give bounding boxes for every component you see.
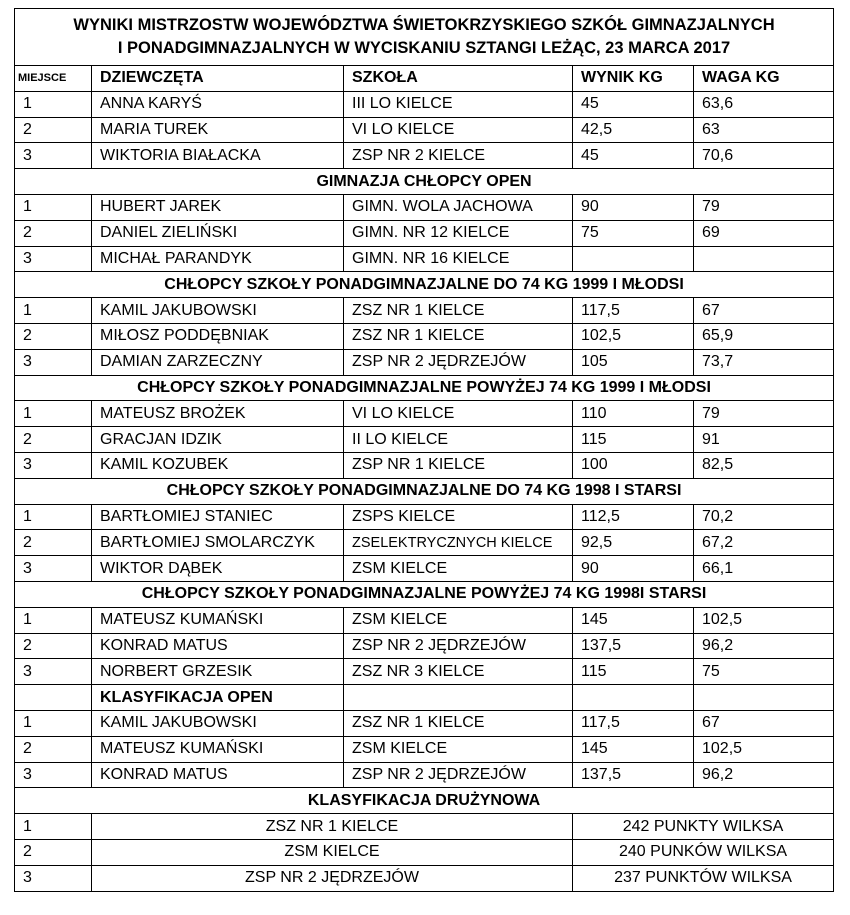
- place-cell: 1: [15, 710, 92, 736]
- girls-row: [15, 143, 834, 169]
- athlete-name-cell: WIKTOR DĄBEK: [92, 556, 344, 582]
- weight-cell: 70,2: [694, 504, 834, 530]
- result-cell: 45: [573, 143, 694, 169]
- result-column-header: WYNIK KG: [573, 66, 694, 92]
- result-cell: 145: [573, 607, 694, 633]
- school-cell: VI LO KIELCE: [344, 401, 573, 427]
- open-classification-row: [15, 762, 834, 788]
- section-header-row: [15, 581, 834, 607]
- team-points-cell: 240 PUNKÓW WILKSA: [573, 839, 834, 865]
- team-points-cell: 237 PUNKTÓW WILKSA: [573, 865, 834, 891]
- place-cell: 2: [15, 323, 92, 349]
- weight-cell: 63,6: [694, 91, 834, 117]
- athlete-name-cell: NORBERT GRZESIK: [92, 659, 344, 685]
- weight-cell: 96,2: [694, 762, 834, 788]
- weight-cell: 73,7: [694, 349, 834, 375]
- athlete-name-cell: DAMIAN ZARZECZNY: [92, 349, 344, 375]
- place-cell: 3: [15, 762, 92, 788]
- place-cell: 3: [15, 143, 92, 169]
- team-classification-title: KLASYFIKACJA DRUŻYNOWA: [15, 788, 834, 814]
- place-cell: 1: [15, 91, 92, 117]
- athlete-name-cell: KONRAD MATUS: [92, 762, 344, 788]
- girls-row: [15, 117, 834, 143]
- section-header-row: [15, 169, 834, 195]
- result-cell: 137,5: [573, 633, 694, 659]
- section-title-junior-high-boys: GIMNAZJA CHŁOPCY OPEN: [15, 169, 834, 195]
- school-cell: ZSM KIELCE: [344, 607, 573, 633]
- athlete-name-cell: MIŁOSZ PODDĘBNIAK: [92, 323, 344, 349]
- school-cell: ZSZ NR 1 KIELCE: [344, 710, 573, 736]
- weight-cell: 82,5: [694, 452, 834, 478]
- weight-cell: 67: [694, 710, 834, 736]
- school-cell: ZSPS KIELCE: [344, 504, 573, 530]
- athlete-name-cell: WIKTORIA BIAŁACKA: [92, 143, 344, 169]
- result-cell: 117,5: [573, 298, 694, 324]
- place-cell: 3: [15, 659, 92, 685]
- weight-cell: 63: [694, 117, 834, 143]
- result-cell: 137,5: [573, 762, 694, 788]
- section-header-row: [15, 788, 834, 814]
- place-cell: 3: [15, 452, 92, 478]
- weight-cell: 70,6: [694, 143, 834, 169]
- weight-cell: 102,5: [694, 607, 834, 633]
- result-row: [15, 556, 834, 582]
- athlete-name-cell: MICHAŁ PARANDYK: [92, 246, 344, 272]
- weight-column-header: WAGA KG: [694, 66, 834, 92]
- place-cell: 3: [15, 556, 92, 582]
- result-row: [15, 659, 834, 685]
- athlete-name-cell: DANIEL ZIELIŃSKI: [92, 220, 344, 246]
- place-cell: 1: [15, 298, 92, 324]
- place-cell: 2: [15, 736, 92, 762]
- school-cell: GIMN. NR 12 KIELCE: [344, 220, 573, 246]
- result-row: [15, 220, 834, 246]
- result-row: [15, 607, 834, 633]
- title-row: [15, 9, 834, 66]
- section-header-row: [15, 272, 834, 298]
- open-classification-row: [15, 710, 834, 736]
- result-row: [15, 452, 834, 478]
- result-cell: 92,5: [573, 530, 694, 556]
- weight-cell: 96,2: [694, 633, 834, 659]
- athlete-name-cell: MATEUSZ KUMAŃSKI: [92, 607, 344, 633]
- athlete-name-cell: BARTŁOMIEJ STANIEC: [92, 504, 344, 530]
- place-cell: 2: [15, 427, 92, 453]
- empty-cell: [15, 685, 92, 711]
- place-cell: 1: [15, 194, 92, 220]
- document-title: [15, 9, 834, 66]
- school-cell: ZSP NR 2 JĘDRZEJÓW: [344, 349, 573, 375]
- result-cell: 42,5: [573, 117, 694, 143]
- result-cell: 102,5: [573, 323, 694, 349]
- school-cell: ZSELEKTRYCZNYCH KIELCE: [344, 530, 573, 556]
- result-row: [15, 246, 834, 272]
- school-cell: ZSP NR 2 JĘDRZEJÓW: [344, 633, 573, 659]
- athlete-name-cell: BARTŁOMIEJ SMOLARCZYK: [92, 530, 344, 556]
- place-cell: 2: [15, 530, 92, 556]
- school-cell: ZSP NR 2 JĘDRZEJÓW: [344, 762, 573, 788]
- team-classification-row: [15, 814, 834, 840]
- result-cell: [573, 246, 694, 272]
- place-column-header: MIEJSCE: [15, 66, 92, 92]
- open-classification-header-row: [15, 685, 834, 711]
- school-cell: ZSZ NR 3 KIELCE: [344, 659, 573, 685]
- athlete-name-cell: KAMIL JAKUBOWSKI: [92, 710, 344, 736]
- athlete-name-cell: MATEUSZ BROŻEK: [92, 401, 344, 427]
- place-cell: 2: [15, 220, 92, 246]
- school-cell: GIMN. NR 16 KIELCE: [344, 246, 573, 272]
- place-cell: 2: [15, 633, 92, 659]
- title-line-2: I PONADGIMNAZJALNYCH W WYCISKANIU SZTANGI LEŻĄC, 23 MARCA 2017: [117, 39, 731, 57]
- open-classification-title: KLASYFIKACJA OPEN: [92, 685, 344, 711]
- section-title-boys-under-74-1999: CHŁOPCY SZKOŁY PONADGIMNAZJALNE DO 74 KG 1999 I MŁODSI: [15, 272, 834, 298]
- result-row: [15, 298, 834, 324]
- athlete-name-cell: MATEUSZ KUMAŃSKI: [92, 736, 344, 762]
- school-cell: III LO KIELCE: [344, 91, 573, 117]
- school-cell: VI LO KIELCE: [344, 117, 573, 143]
- team-school-cell: ZSP NR 2 JĘDRZEJÓW: [92, 865, 573, 891]
- result-cell: 75: [573, 220, 694, 246]
- athlete-name-cell: KAMIL KOZUBEK: [92, 452, 344, 478]
- weight-cell: 79: [694, 194, 834, 220]
- school-column-header: SZKOŁA: [344, 66, 573, 92]
- place-cell: 3: [15, 865, 92, 891]
- school-cell: ZSP NR 1 KIELCE: [344, 452, 573, 478]
- title-line-1: WYNIKI MISTRZOSTW WOJEWÓDZTWA ŚWIETOKRZYSKIEGO SZKÓŁ GIMNAZJALNYCH: [73, 16, 775, 34]
- team-classification-row: [15, 839, 834, 865]
- result-row: [15, 194, 834, 220]
- athlete-name-cell: GRACJAN IDZIK: [92, 427, 344, 453]
- column-header-row: [15, 66, 834, 92]
- result-cell: 110: [573, 401, 694, 427]
- athlete-name-cell: KAMIL JAKUBOWSKI: [92, 298, 344, 324]
- result-row: [15, 633, 834, 659]
- school-cell: ZSZ NR 1 KIELCE: [344, 323, 573, 349]
- team-classification-row: [15, 865, 834, 891]
- school-cell: ZSZ NR 1 KIELCE: [344, 298, 573, 324]
- result-cell: 45: [573, 91, 694, 117]
- place-cell: 2: [15, 839, 92, 865]
- athlete-name-cell: ANNA KARYŚ: [92, 91, 344, 117]
- empty-cell: [573, 685, 694, 711]
- result-row: [15, 401, 834, 427]
- open-classification-row: [15, 736, 834, 762]
- girls-row: [15, 91, 834, 117]
- result-cell: 115: [573, 427, 694, 453]
- team-points-cell: 242 PUNKTY WILKSA: [573, 814, 834, 840]
- school-cell: GIMN. WOLA JACHOWA: [344, 194, 573, 220]
- place-cell: 1: [15, 607, 92, 633]
- result-row: [15, 323, 834, 349]
- athlete-name-cell: KONRAD MATUS: [92, 633, 344, 659]
- section-header-row: [15, 478, 834, 504]
- school-cell: II LO KIELCE: [344, 427, 573, 453]
- weight-cell: 75: [694, 659, 834, 685]
- weight-cell: 102,5: [694, 736, 834, 762]
- result-cell: 90: [573, 194, 694, 220]
- athlete-name-cell: MARIA TUREK: [92, 117, 344, 143]
- result-cell: 115: [573, 659, 694, 685]
- result-row: [15, 504, 834, 530]
- empty-cell: [694, 685, 834, 711]
- section-title-boys-over-74-1999: CHŁOPCY SZKOŁY PONADGIMNAZJALNE POWYŻEJ 74 KG 1999 I MŁODSI: [15, 375, 834, 401]
- school-cell: ZSM KIELCE: [344, 736, 573, 762]
- weight-cell: 65,9: [694, 323, 834, 349]
- place-cell: 1: [15, 401, 92, 427]
- team-school-cell: ZSZ NR 1 KIELCE: [92, 814, 573, 840]
- weight-cell: [694, 246, 834, 272]
- weight-cell: 67,2: [694, 530, 834, 556]
- empty-cell: [344, 685, 573, 711]
- weight-cell: 69: [694, 220, 834, 246]
- result-cell: 145: [573, 736, 694, 762]
- place-cell: 2: [15, 117, 92, 143]
- place-cell: 3: [15, 349, 92, 375]
- result-cell: 105: [573, 349, 694, 375]
- weight-cell: 66,1: [694, 556, 834, 582]
- result-cell: 90: [573, 556, 694, 582]
- result-cell: 117,5: [573, 710, 694, 736]
- results-table: [14, 8, 834, 892]
- section-header-row: [15, 375, 834, 401]
- result-row: [15, 349, 834, 375]
- section-title-boys-over-74-1998: CHŁOPCY SZKOŁY PONADGIMNAZJALNE POWYŻEJ 74 KG 1998I STARSI: [15, 581, 834, 607]
- school-cell: ZSM KIELCE: [344, 556, 573, 582]
- school-cell: ZSP NR 2 KIELCE: [344, 143, 573, 169]
- result-row: [15, 427, 834, 453]
- name-column-header: DZIEWCZĘTA: [92, 66, 344, 92]
- place-cell: 1: [15, 504, 92, 530]
- section-title-boys-under-74-1998: CHŁOPCY SZKOŁY PONADGIMNAZJALNE DO 74 KG 1998 I STARSI: [15, 478, 834, 504]
- team-school-cell: ZSM KIELCE: [92, 839, 573, 865]
- result-cell: 100: [573, 452, 694, 478]
- weight-cell: 91: [694, 427, 834, 453]
- place-cell: 3: [15, 246, 92, 272]
- result-cell: 112,5: [573, 504, 694, 530]
- weight-cell: 79: [694, 401, 834, 427]
- place-cell: 1: [15, 814, 92, 840]
- result-row: [15, 530, 834, 556]
- weight-cell: 67: [694, 298, 834, 324]
- athlete-name-cell: HUBERT JAREK: [92, 194, 344, 220]
